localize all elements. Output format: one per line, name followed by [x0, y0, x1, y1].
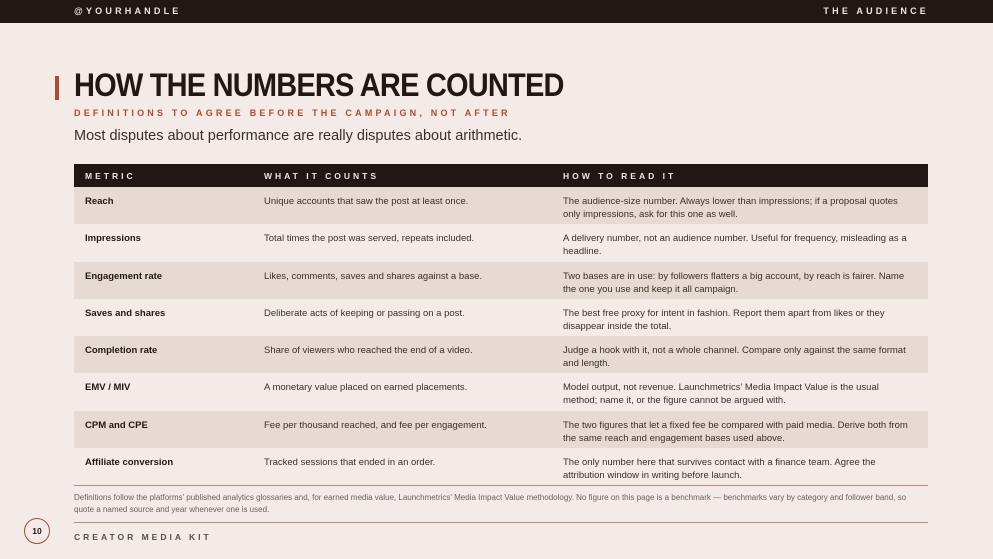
metric-name: Reach [85, 196, 114, 207]
intro-text: Most disputes about performance are really disputes about arithmetic. [74, 128, 523, 144]
metric-name: CPM and CPE [85, 419, 148, 431]
header-metric: METRIC [85, 171, 136, 181]
metric-read: A delivery number, not an audience number. Useful for frequency, misleading as a headline. [563, 233, 907, 258]
metric-read: The only number here that survives contact with a finance team. Agree the attribution window in writing before launch. [563, 457, 876, 482]
table-row [74, 448, 928, 485]
metric-counts: Share of viewers who reached the end of a video. [264, 345, 473, 357]
metric-read: The two figures that let a fixed fee be compared with paid media. Derive both from the same reach and engagement bases used above. [563, 419, 908, 444]
table-row [74, 299, 928, 336]
table-header [74, 164, 928, 187]
metric-name: EMV / MIV [85, 382, 131, 394]
title-accent-bar [55, 76, 59, 100]
table-row [74, 262, 928, 299]
table-row [74, 224, 928, 261]
metric-name: Impressions [85, 233, 141, 245]
page-number: 10 [32, 526, 42, 536]
metric-read: Model output, not revenue. Launchmetrics' Media Impact Value is the usual method; name it, or the figure cannot be argued with. [563, 382, 879, 407]
metric-name: Completion rate [85, 345, 158, 357]
metric-read: The audience-size number. Always lower than impressions; if a proposal quotes only impressions, ask for this one as well. [563, 196, 898, 220]
metric-counts: A monetary value placed on earned placements. [264, 382, 468, 394]
metric-counts: Fee per thousand reached, and fee per engagement. [264, 419, 487, 431]
table-row [74, 187, 928, 224]
metric-read: Judge a hook with it, not a whole channel. Compare only against the same format and length. [563, 345, 906, 370]
metric-name: Saves and shares [85, 307, 166, 319]
footnote-text: Definitions follow the platforms' published analytics glossaries and, for earned media value, Launchmetrics' Media Impact Value methodology. No figure on this page is a benchmark — benchmarks vary by category and follower band, so quote a named source and year whenever one is used. [74, 493, 907, 514]
metric-counts: Unique accounts that saw the post at least once. [264, 196, 469, 207]
table-row [74, 411, 928, 448]
page-number-badge [24, 518, 50, 544]
metric-counts: Tracked sessions that ended in an order. [264, 457, 436, 469]
metric-read: Two bases are in use: by followers flatters a big account, by reach is fairer. Name the one you use and keep it all campaign. [563, 270, 905, 295]
header-how-to-read: HOW TO READ IT [563, 171, 677, 181]
metric-counts: Deliberate acts of keeping or passing on a post. [264, 307, 465, 319]
metric-name: Engagement rate [85, 270, 163, 282]
page-subtitle: DEFINITIONS TO AGREE BEFORE THE CAMPAIGN, NOT AFTER [74, 108, 511, 118]
footer-divider [74, 522, 928, 523]
handle-label: @YOURHANDLE [74, 6, 182, 16]
page-title: HOW THE NUMBERS ARE COUNTED [74, 68, 564, 104]
footnote-divider [74, 485, 928, 486]
top-bar [0, 0, 993, 23]
table-row [74, 336, 928, 373]
table-row [74, 373, 928, 410]
footer-label: CREATOR MEDIA KIT [74, 532, 212, 542]
metrics-table [74, 164, 928, 485]
header-what-it-counts: WHAT IT COUNTS [264, 171, 380, 181]
metric-counts: Total times the post was served, repeats included. [264, 233, 475, 245]
metric-counts: Likes, comments, saves and shares against a base. [264, 270, 483, 282]
metric-read: The best free proxy for intent in fashion. Report them apart from likes or they disappear inside the total. [563, 307, 885, 332]
section-label: THE AUDIENCE [823, 6, 929, 16]
metric-name: Affiliate conversion [85, 457, 174, 469]
